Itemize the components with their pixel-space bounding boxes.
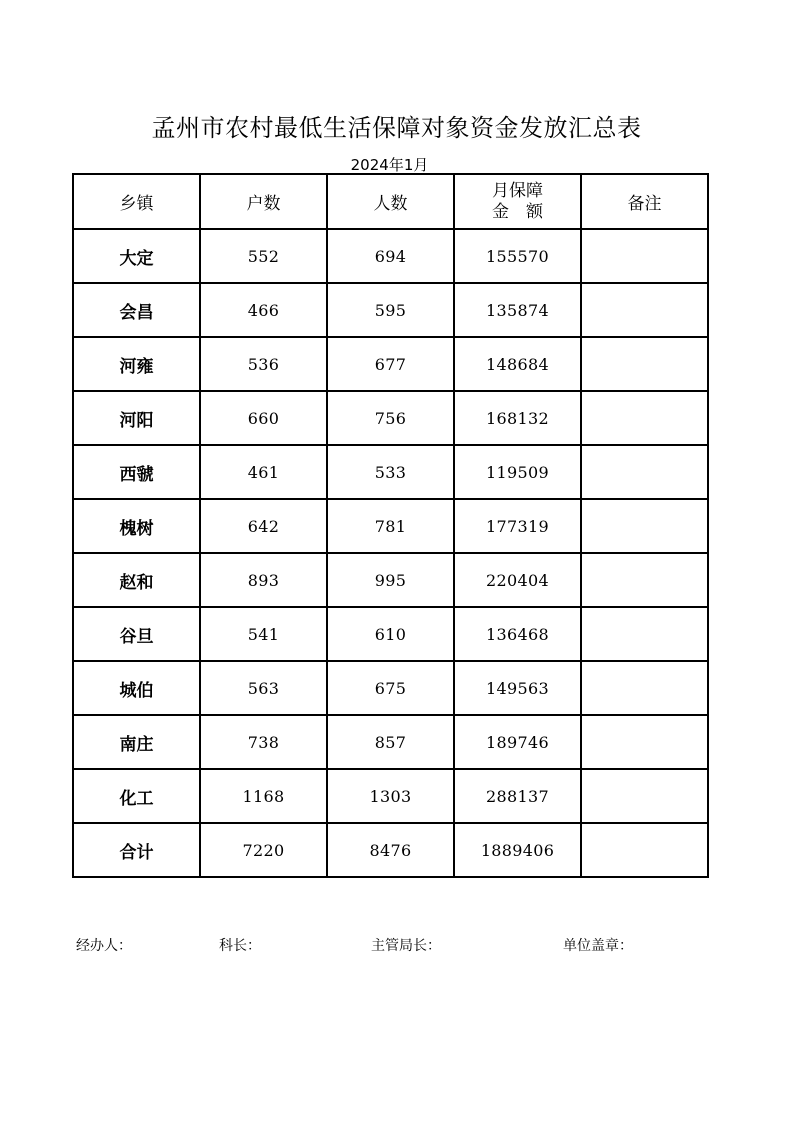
cell-persons: 610 [327, 607, 454, 661]
cell-amount: 1889406 [454, 823, 581, 877]
cell-town: 会昌 [73, 283, 200, 337]
table-row [73, 445, 708, 499]
cell-persons: 675 [327, 661, 454, 715]
cell-town: 大定 [73, 229, 200, 283]
table-row [73, 391, 708, 445]
cell-remarks [581, 607, 708, 661]
cell-households: 7220 [200, 823, 327, 877]
cell-households: 1168 [200, 769, 327, 823]
cell-persons: 694 [327, 229, 454, 283]
cell-persons: 533 [327, 445, 454, 499]
header-town: 乡镇 [73, 174, 200, 229]
table-row [73, 661, 708, 715]
cell-persons: 1303 [327, 769, 454, 823]
footer-section-chief: 科长： [219, 938, 261, 954]
cell-amount: 177319 [454, 499, 581, 553]
header-amount [454, 174, 581, 229]
footer-handler: 经办人： [76, 938, 132, 954]
report-date: 2024年1月 [350, 156, 429, 174]
table-body [73, 229, 708, 877]
header-amount-line1: 月保障 [492, 180, 543, 201]
cell-town: 槐树 [73, 499, 200, 553]
cell-town: 化工 [73, 769, 200, 823]
header-persons: 人数 [327, 174, 454, 229]
cell-households: 738 [200, 715, 327, 769]
cell-households: 541 [200, 607, 327, 661]
cell-amount: 149563 [454, 661, 581, 715]
cell-amount: 288137 [454, 769, 581, 823]
cell-amount: 220404 [454, 553, 581, 607]
cell-remarks [581, 715, 708, 769]
cell-persons: 8476 [327, 823, 454, 877]
table-row [73, 337, 708, 391]
cell-town: 城伯 [73, 661, 200, 715]
cell-households: 461 [200, 445, 327, 499]
cell-amount: 136468 [454, 607, 581, 661]
cell-amount: 119509 [454, 445, 581, 499]
cell-persons: 756 [327, 391, 454, 445]
table-header-row [73, 174, 708, 229]
cell-remarks [581, 553, 708, 607]
document-title: 孟州市农村最低生活保障对象资金发放汇总表 [151, 114, 642, 142]
table-row [73, 283, 708, 337]
cell-households: 893 [200, 553, 327, 607]
table-row [73, 715, 708, 769]
cell-persons: 677 [327, 337, 454, 391]
cell-amount: 168132 [454, 391, 581, 445]
cell-remarks [581, 337, 708, 391]
header-households: 户数 [200, 174, 327, 229]
cell-town: 合计 [73, 823, 200, 877]
cell-households: 563 [200, 661, 327, 715]
footer-seal: 单位盖章： [563, 938, 633, 954]
cell-households: 466 [200, 283, 327, 337]
cell-amount: 189746 [454, 715, 581, 769]
header-remarks: 备注 [581, 174, 708, 229]
cell-town: 赵和 [73, 553, 200, 607]
cell-remarks [581, 661, 708, 715]
cell-town: 西虢 [73, 445, 200, 499]
cell-amount: 148684 [454, 337, 581, 391]
table-row [73, 499, 708, 553]
cell-households: 536 [200, 337, 327, 391]
table-row [73, 769, 708, 823]
cell-town: 南庄 [73, 715, 200, 769]
cell-town: 河阳 [73, 391, 200, 445]
cell-remarks [581, 283, 708, 337]
footer-director: 主管局长： [371, 938, 441, 954]
cell-remarks [581, 445, 708, 499]
table-row [73, 607, 708, 661]
cell-persons: 781 [327, 499, 454, 553]
cell-amount: 155570 [454, 229, 581, 283]
table-row [73, 553, 708, 607]
cell-amount: 135874 [454, 283, 581, 337]
table-row [73, 229, 708, 283]
cell-remarks [581, 769, 708, 823]
summary-table [72, 173, 709, 878]
cell-remarks [581, 391, 708, 445]
cell-town: 谷旦 [73, 607, 200, 661]
cell-remarks [581, 229, 708, 283]
cell-households: 660 [200, 391, 327, 445]
cell-town: 河雍 [73, 337, 200, 391]
cell-households: 552 [200, 229, 327, 283]
table-row [73, 823, 708, 877]
cell-persons: 857 [327, 715, 454, 769]
cell-persons: 595 [327, 283, 454, 337]
header-amount-line2: 金 额 [492, 201, 543, 222]
cell-households: 642 [200, 499, 327, 553]
cell-persons: 995 [327, 553, 454, 607]
cell-remarks [581, 823, 708, 877]
cell-remarks [581, 499, 708, 553]
